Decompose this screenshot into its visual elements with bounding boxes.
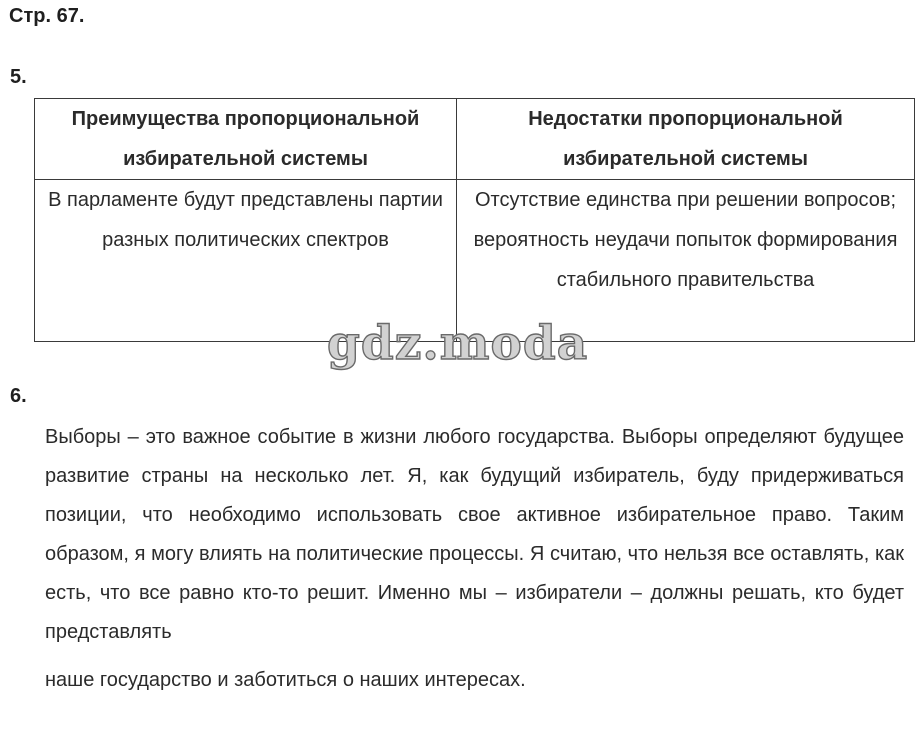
disadvantages-header: Недостатки пропорциональной избирательной системы	[457, 99, 915, 180]
advantages-header: Преимущества пропорциональной избирательной системы	[35, 99, 457, 180]
task-5-number: 5.	[10, 66, 27, 88]
disadvantages-cell: Отсутствие единства при решении вопросов; вероятность неудачи попыток формирования стабильного правительства	[457, 180, 915, 342]
advantages-cell: В парламенте будут представлены партии разных политических спектров	[35, 180, 457, 342]
watermark-logo: gdz.moda	[327, 316, 589, 371]
table-header-row	[35, 99, 915, 180]
essay-paragraph: Выборы – это важное событие в жизни любого государства. Выборы определяют будущее развитие страны на несколько лет. Я, как будущий избиратель, буду придерживаться позиции, что необходимо использовать свое активное избирательное право. Таким образом, я могу влиять на политические процессы. Я считаю, что нельзя все оставлять, как есть, что все равно кто-то решит. Именно мы – избиратели – должны решать, кто будет представлять	[45, 426, 904, 643]
comparison-table	[34, 98, 915, 342]
essay-last-line: наше государство и заботиться о наших интересах.	[45, 669, 526, 691]
page-label: Стр. 67.	[9, 5, 85, 27]
task-6-number: 6.	[10, 385, 27, 407]
